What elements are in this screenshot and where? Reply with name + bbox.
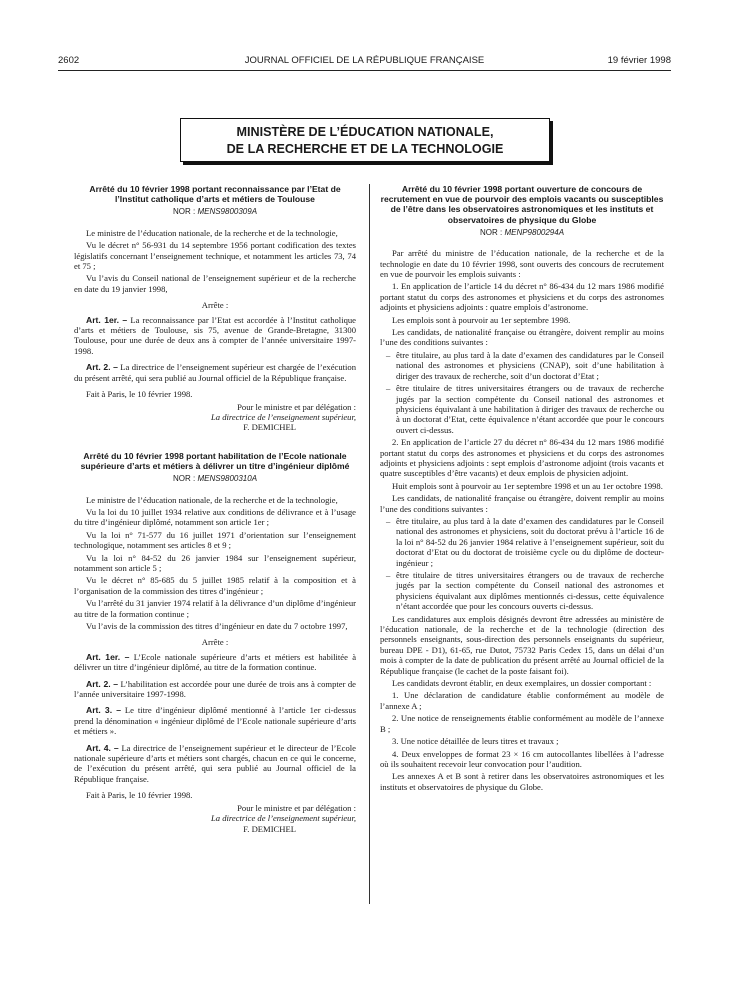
arrete-heading: Arrête : — [201, 300, 229, 311]
paragraph: Vu le décret n° 56-931 du 14 septembre 1956 portant codification des textes législatifs concernant l’enseignement technique, et notamment les articles 73, 74 et 75 ; — [74, 240, 356, 272]
signing-place-date: Fait à Paris, le 10 février 1998. — [86, 790, 193, 801]
article-2 — [74, 362, 356, 383]
column-divider — [369, 184, 370, 904]
article-text: La reconnaissance par l’Etat est accordée à l’Institut catholique d’arts et métiers de Toulouse, sis 75, avenue de Grande-Bretagne, 31300 Toulouse, pour une durée de deux ans à compter de l’année universitaire 1997-1998. — [74, 314, 356, 356]
article-label: Art. 2. – — [86, 678, 119, 689]
article-text: L’Ecole nationale supérieure d’arts et métiers est habilitée à délivrer un titre d’ingénieur diplômé, au titre de la formation continue. — [74, 651, 357, 673]
nor-code: MENS9800310A — [197, 474, 258, 484]
paragraph: 1. En application de l’article 14 du décret n° 86-434 du 12 mars 1986 modifié portant statut du corps des astronomes et physiciens et du corps des astronomes adjoints et physiciens adjoints : quatre emplois d’astronome. — [380, 281, 664, 313]
paragraph: Vu le décret n° 85-685 du 5 juillet 1985 relatif à la composition et à l’organisation de la commission des titres d’ingénieur ; — [74, 575, 356, 596]
nor-reference — [74, 207, 356, 217]
paragraph: Huit emplois sont à pourvoir au 1er septembre 1998 et un au 1er octobre 1998. — [392, 480, 663, 491]
signing-place-date: Fait à Paris, le 10 février 1998. — [86, 389, 193, 400]
issue-date: 19 février 1998 — [607, 55, 671, 66]
signature-name: F. DEMICHEL — [243, 422, 296, 433]
article-4 — [74, 743, 356, 785]
paragraph: Les candidats, de nationalité française ou étrangère, doivent remplir au moins l’une des conditions suivantes : — [380, 327, 664, 348]
nor-label: NOR : — [172, 474, 196, 484]
running-header — [58, 55, 671, 69]
article-1 — [74, 315, 356, 357]
journal-title: JOURNAL OFFICIEL DE LA RÉPUBLIQUE FRANÇAISE — [244, 55, 485, 66]
paragraph: Les candidats devront établir, en deux exemplaires, un dossier comportant : — [392, 678, 652, 689]
article-label: Art. 1er. – — [86, 651, 130, 662]
dossier-item: 1. Une déclaration de candidature établie conformément au modèle de l’annexe A ; — [380, 690, 664, 711]
paragraph: Vu l’avis du Conseil national de l’enseignement supérieur et de la recherche en date du 19 janvier 1998, — [74, 273, 356, 294]
condition-item: – être titulaire, au plus tard à la date d’examen des candidatures par le Conseil national des astronomes et physiciens (CNAP), soit d’une habilitation à diriger des travaux de recherche, soit d’un doctorat d’Etat ; — [380, 350, 664, 381]
header-rule — [58, 70, 671, 71]
signature-role: La directrice de l’enseignement supérieur, — [210, 813, 356, 824]
article-text: Le titre d’ingénieur diplômé mentionné à l’article 1er ci-dessus prend la dénomination « ingénieur diplômé de l’Ecole nationale supérieure d’arts et métiers ». — [74, 705, 356, 737]
condition-item: – être titulaire de titres universitaires étrangers ou de travaux de recherche jugés par la section compétente du Conseil national des astronomes et physiciens équivalant à une habilitation à diriger des travaux de recherche ou à un doctorat d’Etat, cette équivalence n’étant accordée que pour le concours ouvert ci-dessus. — [380, 383, 664, 435]
paragraph: Les candidatures aux emplois désignés devront être adressées au ministère de l’éducation nationale, de la recherche et de la technologie (direction des personnels enseignants, sous-direction des personnels enseignants du supérieur, bureau DPE - D1), 61-65, rue Dutot, 75732 Paris Cedex 15, dans un délai d’un mois à compter de la date de publication du présent arrêté au Journal officiel de la République française (le cachet de la poste faisant foi). — [380, 613, 664, 676]
decree-icam-recognition — [74, 184, 356, 433]
arrete-heading: Arrête : — [201, 637, 229, 648]
ministry-line-1: MINISTÈRE DE L’ÉDUCATION NATIONALE, — [236, 125, 494, 139]
dossier-item: 4. Deux enveloppes de format 23 × 16 cm autocollantes libellées à l’adresse où ils souhaitent recevoir leur convocation pour l’audition. — [380, 748, 664, 769]
article-text: La directrice de l’enseignement supérieur est chargée de l’exécution du présent arrêté, qui sera publié au Journal officiel de la République française. — [74, 362, 356, 383]
condition-item: – être titulaire, au plus tard à la date d’examen des candidatures par le Conseil national des astronomes et physiciens, soit du doctorat prévu à l’article 16 de la loi n° 84-52 du 26 janvier 1984 relative à l’enseignement supérieur, soit du doctorat d’Etat ou du doctorat de troisième cycle ou du diplôme de docteur-ingénieur ; — [380, 516, 664, 568]
condition-item: – être titulaire de titres universitaires étrangers ou de travaux de recherche jugés par la section compétente du Conseil national des astronomes et physiciens équivalant aux diplômes mentionnés ci-dessus, cette équivalence n’étant accordée que pour les concours ouverts ci-dessus. — [380, 570, 664, 612]
left-column — [74, 184, 356, 834]
dossier-item: 3. Une notice détaillée de leurs titres et travaux ; — [392, 736, 559, 747]
nor-label: NOR : — [172, 207, 196, 217]
paragraph: Les annexes A et B sont à retirer dans les observatoires astronomiques et les instituts et observatoires de physique du Globe. — [380, 771, 664, 792]
paragraph: Vu l’arrêté du 31 janvier 1974 relatif à la délivrance d’un diplôme d’ingénieur au titre de la formation continue ; — [74, 598, 356, 619]
paragraph: Les candidats, de nationalité française ou étrangère, doivent remplir au moins l’une des conditions suivantes : — [380, 493, 664, 514]
signature-delegation: Pour le ministre et par délégation : — [237, 401, 356, 412]
nor-label: NOR : — [479, 227, 503, 237]
decree-ensam-accreditation — [74, 451, 356, 834]
decree-title: Arrêté du 10 février 1998 portant habilitation de l’Ecole nationale supérieure d’arts et métiers à délivrer un titre d’ingénieur diplômé — [80, 450, 350, 471]
article-text: La directrice de l’enseignement supérieur et le directeur de l’Ecole nationale supérieure d’arts et métiers sont chargés, chacun en ce qui le concerne, de l’exécution du présent arrêté, qui sera publié au Journal officiel de la République française. — [74, 742, 356, 784]
article-label: Art. 4. – — [86, 742, 119, 753]
article-3 — [74, 705, 356, 736]
dossier-item: 2. Une notice de renseignements établie conformément au modèle de l’annexe B ; — [380, 713, 664, 734]
article-1 — [74, 652, 356, 673]
article-2 — [74, 679, 356, 700]
ministry-banner — [180, 118, 550, 162]
article-text: L’habilitation est accordée pour une durée de trois ans à compter de l’année universitaire 1997-1998. — [74, 678, 356, 700]
signature-role: La directrice de l’enseignement supérieur, — [210, 411, 356, 422]
article-label: Art. 3. – — [86, 705, 122, 716]
paragraph: Vu la loi du 10 juillet 1934 relative aux conditions de délivrance et à l’usage du titre d’ingénieur diplômé, notamment son article 1er ; — [74, 506, 356, 528]
paragraph: Vu l’avis de la commission des titres d’ingénieur en date du 7 octobre 1997, — [86, 621, 348, 631]
decree-title: Arrêté du 10 février 1998 portant reconnaissance par l’Etat de l’Institut catholique d’arts et métiers de Toulouse — [89, 184, 341, 205]
paragraph: Le ministre de l’éducation nationale, de la recherche et de la technologie, — [86, 494, 338, 505]
nor-code: MENP9800294A — [504, 227, 565, 237]
ministry-line-2: DE LA RECHERCHE ET DE LA TECHNOLOGIE — [226, 142, 504, 156]
signature-delegation: Pour le ministre et par délégation : — [237, 802, 356, 813]
paragraph: Le ministre de l’éducation nationale, de la recherche et de la technologie, — [86, 227, 338, 238]
decree-title: Arrêté du 10 février 1998 portant ouverture de concours de recrutement en vue de pourvoir des emplois vacants ou susceptibles de l’être dans les observatoires astronomiques et les instituts et observatoires de physique du Globe — [380, 184, 664, 225]
paragraph: Vu la loi n° 84-52 du 26 janvier 1984 sur l’enseignement supérieur, notamment son article 5 ; — [74, 552, 356, 573]
nor-reference — [74, 474, 356, 484]
paragraph: Vu la loi n° 71-577 du 16 juillet 1971 d’orientation sur l’enseignement technologique, notamment ses articles 8 et 9 ; — [74, 529, 356, 551]
decree-observatory-recruitment — [380, 184, 664, 792]
page-number: 2602 — [58, 55, 80, 66]
article-label: Art. 1er. – — [86, 314, 128, 325]
paragraph: Les emplois sont à pourvoir au 1er septembre 1998. — [392, 314, 571, 325]
nor-code: MENS9800309A — [197, 207, 258, 217]
paragraph: 2. En application de l’article 27 du décret n° 86-434 du 12 mars 1986 modifié portant statut du corps des astronomes et physiciens et du corps des astronomes adjoints et physiciens adjoints : sept emplois d’astronome adjoint (trois vacants et quatre susceptibles d’être vacants) et deux emplois de physicien adjoint. — [380, 437, 664, 479]
paragraph: Par arrêté du ministre de l’éducation nationale, de la recherche et de la technologie en date du 10 février 1998, sont ouverts des concours de recrutement en vue de pourvoir les emplois suivants : — [380, 248, 664, 280]
article-label: Art. 2. – — [86, 362, 118, 373]
nor-reference — [380, 228, 664, 238]
signature-name: F. DEMICHEL — [243, 823, 296, 834]
right-column — [380, 184, 664, 794]
